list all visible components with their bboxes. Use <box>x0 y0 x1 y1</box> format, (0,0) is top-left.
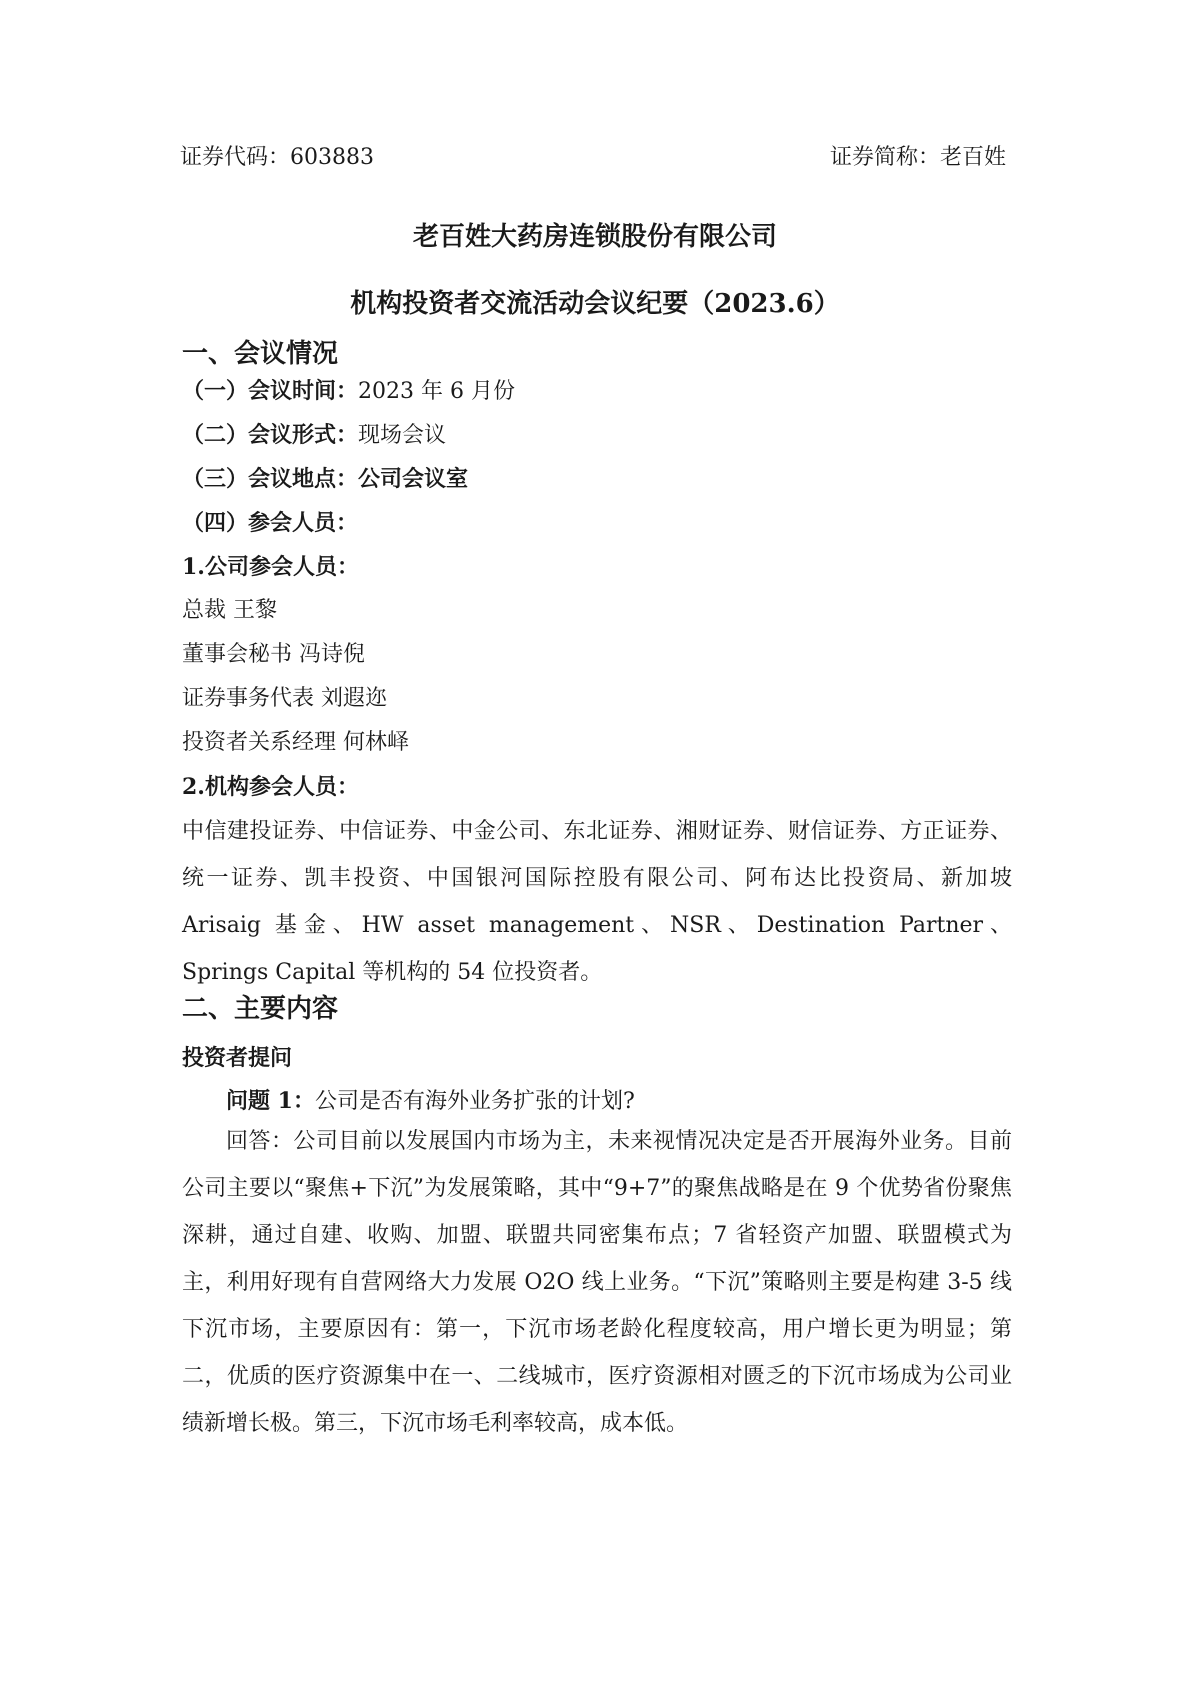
question-1 <box>226 1086 635 1117</box>
meeting-time-label: （一）会议时间： <box>182 378 359 404</box>
institution-attendees-label: 2.机构参会人员： <box>182 774 359 800</box>
meeting-place-value: 公司会议室 <box>358 466 469 492</box>
stock-code: 证券代码：603883 <box>180 145 374 170</box>
meeting-form-label: （二）会议形式： <box>182 422 359 448</box>
section-heading-meeting-info: 一、会议情况 <box>182 339 339 369</box>
meeting-time-row <box>182 376 515 407</box>
company-attendee: 董事会秘书 冯诗倪 <box>182 642 365 667</box>
meeting-time-value: 2023 年 6 月份 <box>358 379 515 404</box>
stock-abbreviation: 证券简称：老百姓 <box>829 145 1006 170</box>
meeting-form-row <box>182 420 446 451</box>
company-attendee: 总裁 王黎 <box>182 598 277 623</box>
question-1-text: 公司是否有海外业务扩张的计划? <box>314 1089 635 1114</box>
company-attendee: 证券事务代表 刘遐迩 <box>182 686 387 711</box>
meeting-form-value: 现场会议 <box>358 423 447 448</box>
document-subtitle: 机构投资者交流活动会议纪要（2023.6） <box>350 289 840 319</box>
attendees-label: （四）参会人员： <box>182 510 359 536</box>
company-attendee: 投资者关系经理 何林峄 <box>182 730 409 755</box>
institution-attendees-paragraph: 中信建投证券、中信证券、中金公司、东北证券、湘财证券、财信证券、方正证券、统一证券、凯丰投资、中国银河国际控股有限公司、阿布达比投资局、新加坡 Arisaig 基金、HW asset management、NSR、Destination Partner、Springs Capital 等机构的 54 位投资者。 <box>182 819 1012 985</box>
section-heading-main-content: 二、主要内容 <box>182 994 339 1024</box>
question-1-label: 问题 1： <box>226 1088 315 1114</box>
meeting-place-row <box>182 464 468 494</box>
answer-1-paragraph: 回答：公司目前以发展国内市场为主，未来视情况决定是否开展海外业务。目前公司主要以“聚焦+下沉”为发展策略，其中“9+7”的聚焦战略是在 9 个优势省份聚焦深耕，通过自建、收购、加盟、联盟共同密集布点；7 省轻资产加盟、联盟模式为主，利用好现有自营网络大力发展 O2O 线上业务。“下沉”策略则主要是构建 3-5 线下沉市场，主要原因有：第一，下沉市场老龄化程度较高，用户增长更为明显；第二，优质的医疗资源集中在一、二线城市，医疗资源相对匮乏的下沉市场成为公司业绩新增长极。第三，下沉市场毛利率较高，成本低。 <box>182 1129 1012 1436</box>
investor-questions-heading: 投资者提问 <box>182 1045 293 1071</box>
meeting-place-label: （三）会议地点： <box>182 466 359 492</box>
company-attendees-label: 1.公司参会人员： <box>182 554 359 580</box>
company-title: 老百姓大药房连锁股份有限公司 <box>412 222 777 252</box>
